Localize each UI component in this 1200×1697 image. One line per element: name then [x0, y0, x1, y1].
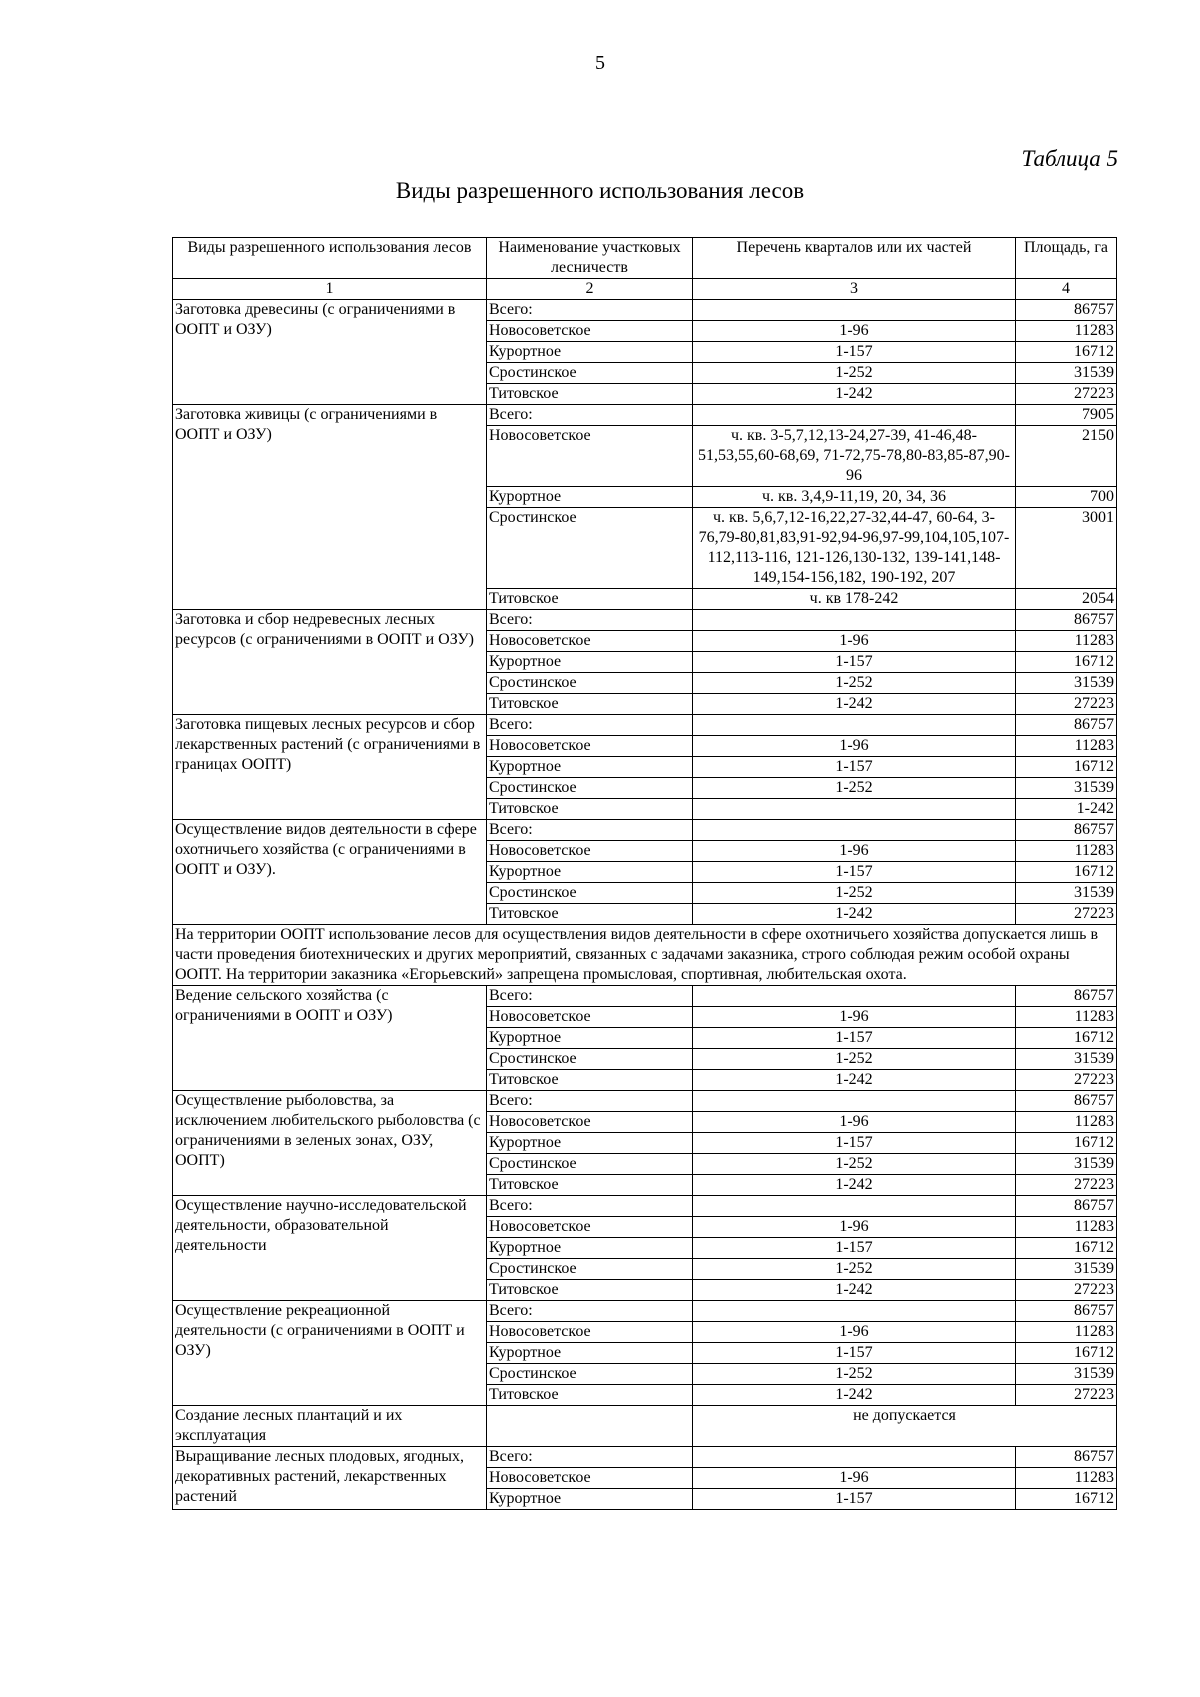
quarters-cell: 1-242	[693, 1385, 1016, 1406]
forestry-name-cell: Сростинское	[487, 363, 693, 384]
area-cell: 11283	[1016, 321, 1117, 342]
forestry-name-cell: Титовское	[487, 799, 693, 820]
header-area: Площадь, га	[1016, 238, 1117, 279]
area-cell: 86757	[1016, 1091, 1117, 1112]
area-cell: 31539	[1016, 363, 1117, 384]
quarters-cell	[693, 1301, 1016, 1322]
quarters-cell: ч. кв. 5,6,7,12-16,22,27-32,44-47, 60-64, 3-76,79-80,81,83,91-92,94-96,97-99,104,105,107-112,113-116, 121-126,130-132, 139-141,148-149,154-156,182, 190-192, 207	[693, 508, 1016, 589]
quarters-cell: 1-96	[693, 736, 1016, 757]
table-row	[173, 820, 1117, 841]
table-row	[173, 1406, 1117, 1447]
column-number: 1	[173, 279, 487, 300]
quarters-cell: 1-252	[693, 363, 1016, 384]
column-number: 3	[693, 279, 1016, 300]
forestry-name-cell: Новосоветское	[487, 1217, 693, 1238]
quarters-cell: 1-252	[693, 1154, 1016, 1175]
forestry-name-cell: Всего:	[487, 300, 693, 321]
use-type-cell: Осуществление рыболовства, за исключением любительского рыболовства (с ограничениями в зеленых зонах, ОЗУ, ООПТ)	[173, 1091, 487, 1196]
quarters-cell: 1-96	[693, 1217, 1016, 1238]
table-row	[173, 1091, 1117, 1112]
forestry-name-cell: Курортное	[487, 1343, 693, 1364]
forestry-name-cell: Курортное	[487, 862, 693, 883]
area-cell: 31539	[1016, 673, 1117, 694]
forestry-name-cell: Титовское	[487, 694, 693, 715]
quarters-cell: 1-157	[693, 1238, 1016, 1259]
quarters-cell	[693, 820, 1016, 841]
use-type-cell: Выращивание лесных плодовых, ягодных, декоративных растений, лекарственных растений	[173, 1447, 487, 1510]
quarters-cell: 1-157	[693, 757, 1016, 778]
quarters-cell: 1-157	[693, 1489, 1016, 1510]
area-cell: 11283	[1016, 841, 1117, 862]
quarters-cell	[693, 610, 1016, 631]
use-type-cell: Ведение сельского хозяйства (с ограничениями в ООПТ и ОЗУ)	[173, 986, 487, 1091]
forestry-name-cell: Курортное	[487, 342, 693, 363]
column-number-row	[173, 279, 1117, 300]
area-cell: 27223	[1016, 1280, 1117, 1301]
area-cell: 31539	[1016, 778, 1117, 799]
forestry-name-cell: Всего:	[487, 1301, 693, 1322]
area-cell: 11283	[1016, 736, 1117, 757]
area-cell: 1-242	[1016, 799, 1117, 820]
area-cell: 16712	[1016, 1133, 1117, 1154]
forestry-name-cell: Титовское	[487, 384, 693, 405]
forestry-name-cell: Титовское	[487, 904, 693, 925]
forestry-name-cell: Сростинское	[487, 883, 693, 904]
quarters-cell: 1-242	[693, 1175, 1016, 1196]
forestry-name-cell: Всего:	[487, 715, 693, 736]
quarters-cell	[693, 799, 1016, 820]
header-quarters: Перечень кварталов или их частей	[693, 238, 1016, 279]
forestry-name-cell: Курортное	[487, 487, 693, 508]
area-cell: 31539	[1016, 883, 1117, 904]
area-cell: 27223	[1016, 1175, 1117, 1196]
quarters-cell: 1-252	[693, 883, 1016, 904]
quarters-cell	[693, 1196, 1016, 1217]
table-row	[173, 715, 1117, 736]
quarters-cell	[693, 1091, 1016, 1112]
document-title: Виды разрешенного использования лесов	[395, 178, 805, 203]
quarters-cell: 1-157	[693, 1343, 1016, 1364]
forestry-name-cell: Титовское	[487, 589, 693, 610]
forestry-name-cell: Титовское	[487, 1175, 693, 1196]
page-number: 5	[595, 52, 605, 74]
quarters-cell: ч. кв. 3-5,7,12,13-24,27-39, 41-46,48-51,53,55,60-68,69, 71-72,75-78,80-83,85-87,90-96	[693, 426, 1016, 487]
forestry-name-cell: Всего:	[487, 610, 693, 631]
use-type-cell: Создание лесных плантаций и их эксплуатация	[173, 1406, 487, 1447]
quarters-cell: ч. кв. 3,4,9-11,19, 20, 34, 36	[693, 487, 1016, 508]
forestry-name-cell: Сростинское	[487, 508, 693, 589]
table-row	[173, 300, 1117, 321]
forestry-name-cell: Сростинское	[487, 673, 693, 694]
forestry-name-cell: Курортное	[487, 652, 693, 673]
quarters-cell: 1-157	[693, 1028, 1016, 1049]
area-cell: 11283	[1016, 1468, 1117, 1489]
quarters-cell: 1-242	[693, 1070, 1016, 1091]
forestry-name-cell: Титовское	[487, 1070, 693, 1091]
quarters-cell: 1-252	[693, 778, 1016, 799]
forestry-name-cell: Курортное	[487, 1028, 693, 1049]
forestry-name-cell: Курортное	[487, 1489, 693, 1510]
quarters-cell	[693, 300, 1016, 321]
table-row	[173, 1447, 1117, 1468]
area-cell: 16712	[1016, 1343, 1117, 1364]
area-cell: 16712	[1016, 652, 1117, 673]
quarters-cell: 1-242	[693, 384, 1016, 405]
area-cell: 27223	[1016, 1070, 1117, 1091]
forestry-name-cell: Курортное	[487, 757, 693, 778]
table-row	[173, 610, 1117, 631]
quarters-cell: 1-252	[693, 1364, 1016, 1385]
area-cell: 86757	[1016, 610, 1117, 631]
forestry-name-cell: Всего:	[487, 1447, 693, 1468]
quarters-cell: 1-157	[693, 652, 1016, 673]
area-cell: 16712	[1016, 1238, 1117, 1259]
forestry-name-cell: Сростинское	[487, 1364, 693, 1385]
header-use-type: Виды разрешенного использования лесов	[173, 238, 487, 279]
area-cell: 2150	[1016, 426, 1117, 487]
quarters-cell: 1-96	[693, 1322, 1016, 1343]
area-cell: 86757	[1016, 1301, 1117, 1322]
column-number: 2	[487, 279, 693, 300]
status-cell: не допускается	[693, 1406, 1117, 1447]
quarters-cell: 1-242	[693, 904, 1016, 925]
area-cell: 27223	[1016, 1385, 1117, 1406]
area-cell: 86757	[1016, 1447, 1117, 1468]
area-cell: 16712	[1016, 1489, 1117, 1510]
forestry-name-cell: Новосоветское	[487, 1468, 693, 1489]
area-cell: 31539	[1016, 1259, 1117, 1280]
quarters-cell: 1-242	[693, 1280, 1016, 1301]
area-cell: 11283	[1016, 1322, 1117, 1343]
column-number: 4	[1016, 279, 1117, 300]
forestry-name-cell: Всего:	[487, 820, 693, 841]
forestry-name-cell: Новосоветское	[487, 841, 693, 862]
quarters-cell: 1-96	[693, 1468, 1016, 1489]
area-cell: 31539	[1016, 1364, 1117, 1385]
table-row	[173, 405, 1117, 426]
area-cell: 3001	[1016, 508, 1117, 589]
table-row	[173, 1196, 1117, 1217]
use-type-cell: Заготовка живицы (с ограничениями в ООПТ и ОЗУ)	[173, 405, 487, 610]
forestry-name-cell: Сростинское	[487, 1154, 693, 1175]
area-cell: 700	[1016, 487, 1117, 508]
forestry-name-cell: Титовское	[487, 1385, 693, 1406]
forestry-name-cell: Курортное	[487, 1133, 693, 1154]
quarters-cell: 1-96	[693, 1007, 1016, 1028]
table-label: Таблица 5	[1021, 146, 1118, 171]
use-type-cell: Осуществление научно-исследовательской деятельности, образовательной деятельности	[173, 1196, 487, 1301]
area-cell: 11283	[1016, 631, 1117, 652]
quarters-cell: 1-252	[693, 673, 1016, 694]
forestry-name-cell: Новосоветское	[487, 426, 693, 487]
area-cell: 86757	[1016, 986, 1117, 1007]
note-row	[173, 925, 1117, 986]
quarters-cell: 1-157	[693, 1133, 1016, 1154]
area-cell: 27223	[1016, 384, 1117, 405]
quarters-cell: 1-96	[693, 631, 1016, 652]
forestry-name-cell: Всего:	[487, 405, 693, 426]
forestry-name-cell: Сростинское	[487, 1259, 693, 1280]
hunting-note: На территории ООПТ использование лесов для осуществления видов деятельности в сфере охотничьего хозяйства допускается лишь в части проведения биотехнических и других мероприятий, связанных с задачами заказника, строго соблюдая режим особой охраны ООПТ. На территории заказника «Егорьевский» запрещена промысловая, спортивная, любительская охота.	[173, 925, 1117, 986]
area-cell: 86757	[1016, 715, 1117, 736]
quarters-cell	[693, 1447, 1016, 1468]
forestry-name-cell: Новосоветское	[487, 631, 693, 652]
quarters-cell: 1-252	[693, 1049, 1016, 1070]
quarters-cell: 1-157	[693, 862, 1016, 883]
use-type-cell: Заготовка пищевых лесных ресурсов и сбор лекарственных растений (с ограничениями в границах ООПТ)	[173, 715, 487, 820]
forestry-name-cell: Новосоветское	[487, 736, 693, 757]
quarters-cell	[693, 405, 1016, 426]
table-row	[173, 986, 1117, 1007]
forestry-name-cell: Новосоветское	[487, 1322, 693, 1343]
quarters-cell: 1-242	[693, 694, 1016, 715]
area-cell: 27223	[1016, 904, 1117, 925]
area-cell: 16712	[1016, 862, 1117, 883]
quarters-cell	[693, 986, 1016, 1007]
forestry-name-cell: Новосоветское	[487, 321, 693, 342]
forestry-name-cell: Всего:	[487, 1196, 693, 1217]
use-type-cell: Заготовка и сбор недревесных лесных ресурсов (с ограничениями в ООПТ и ОЗУ)	[173, 610, 487, 715]
use-type-cell: Заготовка древесины (с ограничениями в ООПТ и ОЗУ)	[173, 300, 487, 405]
area-cell: 27223	[1016, 694, 1117, 715]
area-cell: 86757	[1016, 820, 1117, 841]
forestry-name-cell: Новосоветское	[487, 1007, 693, 1028]
area-cell: 7905	[1016, 405, 1117, 426]
table-row	[173, 1301, 1117, 1322]
area-cell: 31539	[1016, 1049, 1117, 1070]
area-cell: 16712	[1016, 342, 1117, 363]
forestry-name-cell: Всего:	[487, 1091, 693, 1112]
area-cell: 11283	[1016, 1007, 1117, 1028]
quarters-cell: 1-96	[693, 321, 1016, 342]
quarters-cell: ч. кв 178-242	[693, 589, 1016, 610]
header-forestry-name: Наименование участковых лесничеств	[487, 238, 693, 279]
area-cell: 86757	[1016, 1196, 1117, 1217]
forestry-name-cell: Всего:	[487, 986, 693, 1007]
quarters-cell	[693, 715, 1016, 736]
use-type-cell: Осуществление рекреационной деятельности (с ограничениями в ООПТ и ОЗУ)	[173, 1301, 487, 1406]
forestry-name-cell: Сростинское	[487, 1049, 693, 1070]
area-cell: 86757	[1016, 300, 1117, 321]
quarters-cell: 1-157	[693, 342, 1016, 363]
area-cell: 16712	[1016, 757, 1117, 778]
forestry-name-cell: Титовское	[487, 1280, 693, 1301]
header-row	[173, 238, 1117, 279]
area-cell: 11283	[1016, 1112, 1117, 1133]
quarters-cell: 1-252	[693, 1259, 1016, 1280]
forestry-name-cell	[487, 1406, 693, 1447]
quarters-cell: 1-96	[693, 1112, 1016, 1133]
quarters-cell: 1-96	[693, 841, 1016, 862]
forestry-name-cell: Новосоветское	[487, 1112, 693, 1133]
area-cell: 11283	[1016, 1217, 1117, 1238]
area-cell: 2054	[1016, 589, 1117, 610]
area-cell: 16712	[1016, 1028, 1117, 1049]
forestry-name-cell: Сростинское	[487, 778, 693, 799]
land-use-table	[172, 237, 1117, 1510]
area-cell: 31539	[1016, 1154, 1117, 1175]
use-type-cell: Осуществление видов деятельности в сфере охотничьего хозяйства (с ограничениями в ООПТ и ОЗУ).	[173, 820, 487, 925]
forestry-name-cell: Курортное	[487, 1238, 693, 1259]
